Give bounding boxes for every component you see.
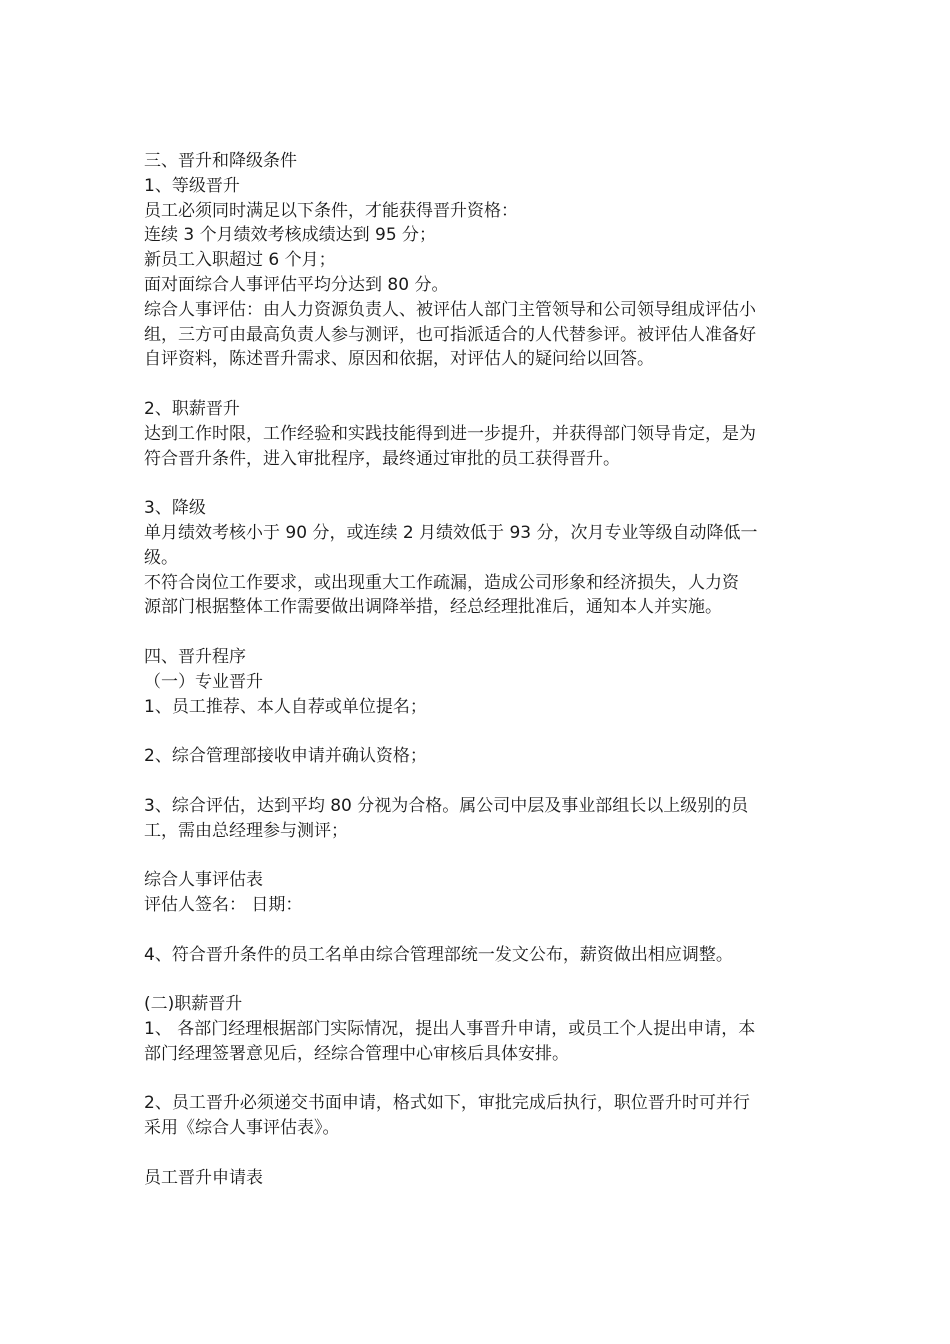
text-line: 自评资料，陈述晋升需求、原因和依据，对评估人的疑问给以回答。 bbox=[144, 349, 654, 370]
blank-line bbox=[144, 918, 809, 943]
text-line: 新员工入职超过 6 个月； bbox=[144, 250, 336, 271]
text-line: 达到工作时限，工作经验和实践技能得到进一步提升，并获得部门领导肯定，是为 bbox=[144, 423, 756, 444]
subheading-salary-promotion-procedure: (二)职薪晋升 bbox=[144, 994, 243, 1015]
subheading-grade-promotion: 1、等级晋升 bbox=[144, 175, 240, 196]
subheading-salary-promotion: 2、职薪晋升 bbox=[144, 398, 240, 419]
text-line: 符合晋升条件，进入审批程序，最终通过审批的员工获得晋升。 bbox=[144, 448, 620, 469]
blank-line bbox=[144, 1066, 809, 1091]
text-line: 2、综合管理部接收申请并确认资格； bbox=[144, 746, 427, 767]
text-line: 单月绩效考核小于 90 分，或连续 2 月绩效低于 93 分，次月专业等级自动降低一 bbox=[144, 522, 758, 543]
blank-line bbox=[144, 719, 809, 744]
text-line: 组，三方可由最高负责人参与测评，也可指派适合的人代替参评。被评估人准备好 bbox=[144, 324, 756, 345]
form-title-evaluation: 综合人事评估表 bbox=[144, 870, 263, 891]
text-line: 源部门根据整体工作需要做出调降举措，经总经理批准后，通知本人并实施。 bbox=[144, 597, 722, 618]
text-line: 面对面综合人事评估平均分达到 80 分。 bbox=[144, 274, 449, 295]
text-line: 连续 3 个月绩效考核成绩达到 95 分； bbox=[144, 225, 437, 246]
blank-line bbox=[144, 620, 809, 645]
text-line: 综合人事评估：由人力资源负责人、被评估人部门主管领导和公司领导组成评估小 bbox=[144, 299, 756, 320]
form-title-promotion-application: 员工晋升申请表 bbox=[144, 1167, 263, 1188]
blank-line bbox=[144, 967, 809, 992]
blank-line bbox=[144, 769, 809, 794]
blank-line bbox=[144, 471, 809, 496]
text-line: 不符合岗位工作要求，或出现重大工作疏漏，造成公司形象和经济损失，人力资 bbox=[144, 572, 739, 593]
document-page bbox=[144, 149, 809, 1190]
text-line: 1、 各部门经理根据部门实际情况，提出人事晋升申请，或员工个人提出申请，本 bbox=[144, 1018, 756, 1039]
subheading-demotion: 3、降级 bbox=[144, 498, 206, 519]
text-line: 员工必须同时满足以下条件，才能获得晋升资格： bbox=[144, 200, 518, 221]
signature-date-line: 评估人签名： 日期： bbox=[144, 894, 303, 915]
blank-line bbox=[144, 843, 809, 868]
text-line: 4、符合晋升条件的员工名单由综合管理部统一发文公布，薪资做出相应调整。 bbox=[144, 944, 733, 965]
section-heading-promotion-procedure: 四、晋升程序 bbox=[144, 646, 246, 667]
text-line: 1、员工推荐、本人自荐或单位提名； bbox=[144, 696, 427, 717]
blank-line bbox=[144, 1141, 809, 1166]
section-heading-promotion-conditions: 三、晋升和降级条件 bbox=[144, 151, 297, 171]
text-line: 2、员工晋升必须递交书面申请，格式如下，审批完成后执行，职位晋升时可并行 bbox=[144, 1093, 750, 1114]
text-line: 3、综合评估，达到平均 80 分视为合格。属公司中层及事业部组长以上级别的员 bbox=[144, 795, 749, 816]
text-line: 级。 bbox=[144, 547, 178, 568]
blank-line bbox=[144, 372, 809, 397]
subheading-professional-promotion: （一）专业晋升 bbox=[144, 671, 263, 692]
text-line: 工，需由总经理参与测评； bbox=[144, 820, 348, 841]
text-line: 采用《综合人事评估表》。 bbox=[144, 1118, 340, 1139]
text-line: 部门经理签署意见后，经综合管理中心审核后具体安排。 bbox=[144, 1043, 569, 1064]
